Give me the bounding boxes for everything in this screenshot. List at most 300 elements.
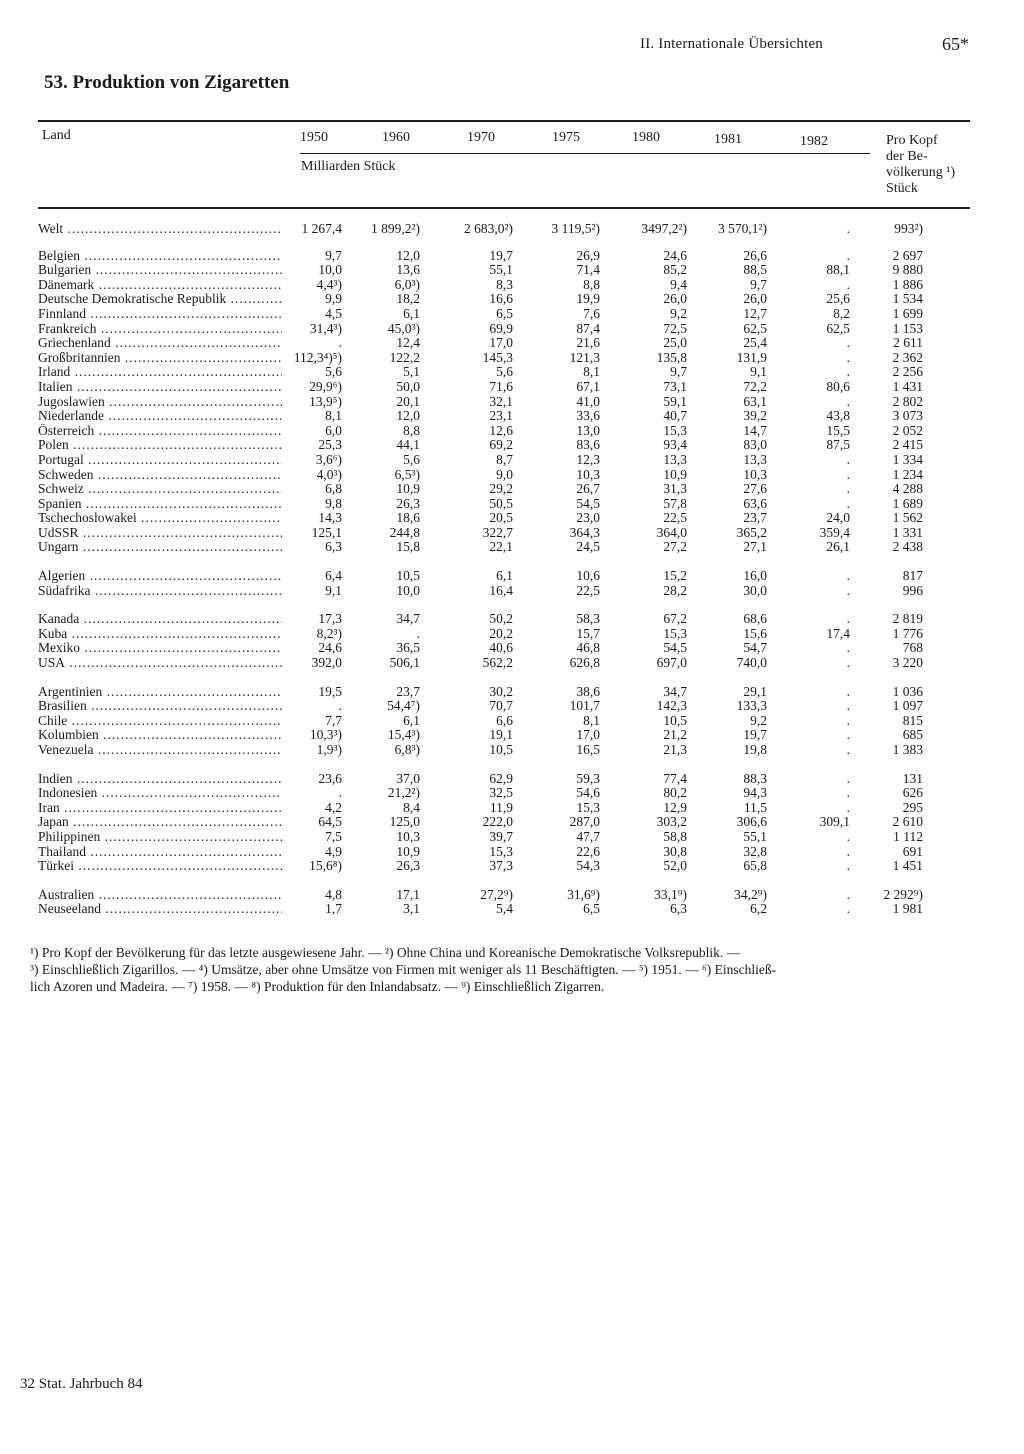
value-cell: 88,1 xyxy=(826,262,850,278)
header-year-1970: 1970 xyxy=(467,130,495,145)
country-name: Deutsche Demokratische Republik ..... xyxy=(38,292,282,307)
value-cell: 12,3 xyxy=(576,451,600,467)
value-cell: 19,8 xyxy=(743,742,767,757)
value-cell: 1,9³) xyxy=(316,742,342,757)
value-cell: 740,0 xyxy=(736,655,767,671)
country-name: Österreich ..... xyxy=(38,424,282,439)
country-name: Spanien ..... xyxy=(38,497,282,512)
country-name: Kolumbien ..... xyxy=(38,728,282,743)
country-name: Thailand ..... xyxy=(38,845,282,860)
value-cell: . xyxy=(846,481,850,497)
value-cell: 22,1 xyxy=(489,539,513,555)
value-cell: . xyxy=(846,247,850,263)
country-name: Niederlande ..... xyxy=(38,409,282,424)
group-spacer xyxy=(0,671,1024,685)
country-name: Kanada ..... xyxy=(38,612,282,627)
table-row xyxy=(0,497,1024,512)
table-row xyxy=(0,888,1024,903)
footnotes xyxy=(30,944,992,995)
value-cell: 50,5 xyxy=(489,495,513,511)
header-year-1975: 1975 xyxy=(552,130,580,145)
value-cell: 6,5³) xyxy=(394,466,420,482)
value-cell: 295 xyxy=(902,799,923,815)
value-cell: 2 256 xyxy=(892,364,923,380)
value-cell: 125,0 xyxy=(389,814,420,830)
value-cell: 85,2 xyxy=(663,262,687,278)
value-cell: 6,8³) xyxy=(394,742,420,757)
value-cell: 244,8 xyxy=(389,524,420,540)
country-name: Schweden ..... xyxy=(38,468,282,483)
value-cell: 29,1 xyxy=(743,683,767,699)
value-cell: 8,7 xyxy=(496,451,513,467)
value-cell: 4,9 xyxy=(325,843,342,859)
value-cell: 54,4⁷) xyxy=(387,698,420,714)
table-title: 53. Produktion von Zigaretten xyxy=(44,72,290,93)
value-cell: 26,3 xyxy=(396,495,420,511)
country-name: Chile ..... xyxy=(38,714,282,729)
value-cell: 59,1 xyxy=(663,393,687,409)
value-cell: 41,0 xyxy=(576,393,600,409)
value-cell: 10,0 xyxy=(396,582,420,598)
table-row xyxy=(0,540,1024,555)
value-cell: 145,3 xyxy=(482,349,513,365)
value-cell: 20,1 xyxy=(396,393,420,409)
value-cell: 10,5 xyxy=(396,568,420,584)
value-cell: 9,2 xyxy=(750,712,767,728)
value-cell: . xyxy=(846,770,850,786)
value-cell: 88,3 xyxy=(743,770,767,786)
value-cell: 15,3 xyxy=(663,625,687,641)
value-cell: 12,4 xyxy=(396,335,420,351)
value-cell: . xyxy=(338,335,342,351)
value-cell: 3 570,1²) xyxy=(717,221,767,236)
value-cell: 9,9 xyxy=(325,291,342,307)
value-cell: 50,2 xyxy=(489,611,513,627)
value-cell: 68,6 xyxy=(743,611,767,627)
value-cell: 5,6 xyxy=(403,451,420,467)
value-cell: 3,6⁶) xyxy=(315,451,342,467)
value-cell: 6,1 xyxy=(496,568,513,584)
group-spacer xyxy=(0,237,1024,249)
country-name: Iran ..... xyxy=(38,801,282,816)
value-cell: 15,3 xyxy=(576,799,600,815)
value-cell: 22,5 xyxy=(576,582,600,598)
value-cell: 54,5 xyxy=(663,640,687,656)
value-cell: 15,6⁸) xyxy=(309,858,342,874)
value-cell: 15,2 xyxy=(663,568,687,584)
value-cell: . xyxy=(416,625,420,641)
value-cell: 10,9 xyxy=(396,843,420,859)
value-cell: 54,3 xyxy=(576,858,600,874)
value-cell: 112,3⁴)⁵) xyxy=(293,349,342,365)
value-cell: 8,2³) xyxy=(316,625,342,641)
value-cell: 62,5 xyxy=(826,320,850,336)
value-cell: 59,3 xyxy=(576,770,600,786)
value-cell: 125,1 xyxy=(311,524,342,540)
value-cell: 1 383 xyxy=(892,742,923,757)
table-row xyxy=(0,511,1024,526)
value-cell: 11,5 xyxy=(743,799,767,815)
value-cell: 2 802 xyxy=(892,393,923,409)
value-cell: 71,6 xyxy=(489,378,513,394)
value-cell: . xyxy=(846,640,850,656)
value-cell: 13,9⁵) xyxy=(309,393,342,409)
table-row xyxy=(0,699,1024,714)
value-cell: 364,0 xyxy=(656,524,687,540)
value-cell: 691 xyxy=(902,843,923,859)
header-unit: Milliarden Stück xyxy=(301,159,396,174)
value-cell: 17,0 xyxy=(489,335,513,351)
header-year-1982: 1982 xyxy=(800,134,828,149)
value-cell: . xyxy=(846,683,850,699)
table-row xyxy=(0,569,1024,584)
value-cell: 131 xyxy=(902,770,923,786)
header-year-1981: 1981 xyxy=(714,132,742,147)
table-row xyxy=(0,409,1024,424)
group-spacer xyxy=(0,758,1024,772)
table-row xyxy=(0,786,1024,801)
value-cell: . xyxy=(846,742,850,757)
value-cell: . xyxy=(846,799,850,815)
value-cell: 309,1 xyxy=(819,814,850,830)
table-row xyxy=(0,263,1024,278)
value-cell: 23,7 xyxy=(396,683,420,699)
value-cell: 46,8 xyxy=(576,640,600,656)
table-row xyxy=(0,482,1024,497)
value-cell: 30,2 xyxy=(489,683,513,699)
country-name: Venezuela ..... xyxy=(38,743,282,758)
table-row xyxy=(0,365,1024,380)
value-cell: 31,4³) xyxy=(309,320,342,336)
table-row xyxy=(0,526,1024,541)
value-cell: 22,6 xyxy=(576,843,600,859)
table-row xyxy=(0,292,1024,307)
value-cell: 364,3 xyxy=(569,524,600,540)
country-name: Bulgarien ..... xyxy=(38,263,282,278)
country-name: Mexiko ..... xyxy=(38,641,282,656)
table-row xyxy=(0,307,1024,322)
value-cell: 9,7 xyxy=(325,247,342,263)
value-cell: 63,1 xyxy=(743,393,767,409)
value-cell: 12,0 xyxy=(396,247,420,263)
value-cell: . xyxy=(846,698,850,714)
value-cell: 6,8 xyxy=(325,481,342,497)
table-row xyxy=(0,584,1024,599)
value-cell: 18,2 xyxy=(396,291,420,307)
value-cell: 27,2⁹) xyxy=(480,886,513,902)
value-cell: 26,0 xyxy=(663,291,687,307)
value-cell: 57,8 xyxy=(663,495,687,511)
value-cell: 2 362 xyxy=(892,349,923,365)
value-cell: 1 689 xyxy=(892,495,923,511)
value-cell: 54,5 xyxy=(576,495,600,511)
table-row xyxy=(0,612,1024,627)
table-row xyxy=(0,801,1024,816)
value-cell: 222,0 xyxy=(482,814,513,830)
value-cell: . xyxy=(846,611,850,627)
table-row xyxy=(0,743,1024,758)
table-row xyxy=(0,322,1024,337)
value-cell: 815 xyxy=(902,712,923,728)
value-cell: 70,7 xyxy=(489,698,513,714)
value-cell: 71,4 xyxy=(576,262,600,278)
value-cell: 6,5 xyxy=(583,901,600,917)
value-cell: 2 052 xyxy=(892,422,923,438)
country-name: Welt ..... xyxy=(38,222,282,237)
value-cell: 12,0 xyxy=(396,408,420,424)
header-per-capita xyxy=(886,133,955,197)
value-cell: 4,0³) xyxy=(316,466,342,482)
footnote-line: lich Azoren und Madeira. — ⁷) 1958. — ⁸) Produktion für den Inlandabsatz. — ⁹) Einschließlich Zigarren. xyxy=(30,979,605,994)
value-cell: 94,3 xyxy=(743,785,767,801)
value-cell: 10,5 xyxy=(489,742,513,757)
value-cell: 30,8 xyxy=(663,843,687,859)
country-name: Indien ..... xyxy=(38,772,282,787)
value-cell: 768 xyxy=(902,640,923,656)
value-cell: 3497,2²) xyxy=(641,221,687,236)
value-cell: . xyxy=(846,335,850,351)
value-cell: 2 415 xyxy=(892,437,923,453)
value-cell: 2 611 xyxy=(893,335,923,351)
value-cell: . xyxy=(846,655,850,671)
country-name: Portugal ..... xyxy=(38,453,282,468)
value-cell: . xyxy=(338,698,342,714)
value-cell: 1 267,4 xyxy=(301,221,342,236)
value-cell: 10,3³) xyxy=(309,727,342,743)
value-cell: 13,6 xyxy=(396,262,420,278)
value-cell: 506,1 xyxy=(389,655,420,671)
country-name: Brasilien ..... xyxy=(38,699,282,714)
value-cell: 16,4 xyxy=(489,582,513,598)
value-cell: 4,4³) xyxy=(316,276,342,292)
value-cell: 122,2 xyxy=(389,349,420,365)
value-cell: 34,2⁹) xyxy=(734,886,767,902)
value-cell: 32,1 xyxy=(489,393,513,409)
value-cell: 14,7 xyxy=(743,422,767,438)
header-year-1960: 1960 xyxy=(382,130,410,145)
value-cell: 23,0 xyxy=(576,510,600,526)
value-cell: 38,6 xyxy=(576,683,600,699)
table-row xyxy=(0,627,1024,642)
value-cell: 7,6 xyxy=(583,305,600,321)
value-cell: 17,1 xyxy=(396,886,420,902)
value-cell: . xyxy=(338,785,342,801)
value-cell: 303,2 xyxy=(656,814,687,830)
table-row xyxy=(0,380,1024,395)
value-cell: 93,4 xyxy=(663,437,687,453)
data-table xyxy=(0,222,1024,917)
value-cell: 87,4 xyxy=(576,320,600,336)
value-cell: 1 112 xyxy=(893,828,923,844)
group-spacer xyxy=(0,874,1024,888)
value-cell: 31,3 xyxy=(663,481,687,497)
value-cell: 54,7 xyxy=(743,640,767,656)
value-cell: 15,8 xyxy=(396,539,420,555)
country-name: Schweiz ..... xyxy=(38,482,282,497)
value-cell: 19,1 xyxy=(489,727,513,743)
table-row xyxy=(0,222,1024,237)
value-cell: 58,8 xyxy=(663,828,687,844)
table-row xyxy=(0,772,1024,787)
value-cell: 1 451 xyxy=(892,858,923,874)
value-cell: 32,5 xyxy=(489,785,513,801)
value-cell: 4,8 xyxy=(325,886,342,902)
value-cell: 101,7 xyxy=(569,698,600,714)
value-cell: 626,8 xyxy=(569,655,600,671)
value-cell: 6,6 xyxy=(496,712,513,728)
value-cell: 21,6 xyxy=(576,335,600,351)
value-cell: 7,7 xyxy=(325,712,342,728)
value-cell: 9,7 xyxy=(750,276,767,292)
country-name: Neuseeland ..... xyxy=(38,902,282,917)
value-cell: 20,5 xyxy=(489,510,513,526)
value-cell: 5,4 xyxy=(496,901,513,917)
value-cell: 39,2 xyxy=(743,408,767,424)
value-cell: 13,3 xyxy=(663,451,687,467)
value-cell: 9,7 xyxy=(670,364,687,380)
value-cell: . xyxy=(846,466,850,482)
country-name: Ungarn ..... xyxy=(38,540,282,555)
value-cell: 2 292⁹) xyxy=(883,886,923,902)
value-cell: 64,5 xyxy=(318,814,342,830)
table-row xyxy=(0,438,1024,453)
value-cell: 12,9 xyxy=(663,799,687,815)
value-cell: . xyxy=(846,393,850,409)
table-row xyxy=(0,902,1024,917)
value-cell: 24,6 xyxy=(663,247,687,263)
value-cell: 17,3 xyxy=(318,611,342,627)
value-cell: 4,2 xyxy=(325,799,342,815)
value-cell: 73,1 xyxy=(663,378,687,394)
value-cell: 4,5 xyxy=(325,305,342,321)
value-cell: 9,1 xyxy=(325,582,342,598)
value-cell: . xyxy=(846,886,850,902)
value-cell: 24,0 xyxy=(826,510,850,526)
value-cell: 69,2 xyxy=(489,437,513,453)
country-name: Frankreich ..... xyxy=(38,322,282,337)
value-cell: 5,1 xyxy=(403,364,420,380)
value-cell: 9,2 xyxy=(670,305,687,321)
running-head: II. Internationale Übersichten xyxy=(640,36,824,52)
value-cell: 287,0 xyxy=(569,814,600,830)
value-cell: 6,5 xyxy=(496,305,513,321)
value-cell: . xyxy=(846,451,850,467)
value-cell: . xyxy=(846,568,850,584)
country-name: Finnland ..... xyxy=(38,307,282,322)
value-cell: 322,7 xyxy=(482,524,513,540)
value-cell: 1 431 xyxy=(892,378,923,394)
value-cell: 14,3 xyxy=(318,510,342,526)
value-cell: 3 073 xyxy=(892,408,923,424)
value-cell: 19,9 xyxy=(576,291,600,307)
value-cell: 87,5 xyxy=(826,437,850,453)
value-cell: 19,7 xyxy=(743,727,767,743)
value-cell: 2 438 xyxy=(892,539,923,555)
value-cell: 6,3 xyxy=(670,901,687,917)
value-cell: . xyxy=(846,276,850,292)
value-cell: 72,5 xyxy=(663,320,687,336)
value-cell: 8,1 xyxy=(583,712,600,728)
value-cell: 8,3 xyxy=(496,276,513,292)
value-cell: 10,3 xyxy=(743,466,767,482)
value-cell: 9,0 xyxy=(496,466,513,482)
value-cell: 1 331 xyxy=(892,524,923,540)
value-cell: 13,0 xyxy=(576,422,600,438)
value-cell: 7,5 xyxy=(325,828,342,844)
value-cell: 1,7 xyxy=(325,901,342,917)
value-cell: . xyxy=(846,785,850,801)
country-name: Belgien ..... xyxy=(38,249,282,264)
value-cell: 13,3 xyxy=(743,451,767,467)
group-spacer xyxy=(0,555,1024,569)
value-cell: 26,9 xyxy=(576,247,600,263)
value-cell: 25,3 xyxy=(318,437,342,453)
country-name: Südafrika ..... xyxy=(38,584,282,599)
value-cell: 121,3 xyxy=(569,349,600,365)
value-cell: 1 562 xyxy=(892,510,923,526)
value-cell: 17,0 xyxy=(576,727,600,743)
value-cell: 62,5 xyxy=(743,320,767,336)
value-cell: 3 220 xyxy=(892,655,923,671)
value-cell: 392,0 xyxy=(311,655,342,671)
value-cell: . xyxy=(846,221,850,236)
value-cell: 2 697 xyxy=(892,247,923,263)
value-cell: 6,3 xyxy=(325,539,342,555)
value-cell: 10,3 xyxy=(576,466,600,482)
value-cell: 8,4 xyxy=(403,799,420,815)
value-cell: 8,8 xyxy=(403,422,420,438)
value-cell: 37,0 xyxy=(396,770,420,786)
value-cell: . xyxy=(846,364,850,380)
value-cell: 44,1 xyxy=(396,437,420,453)
table-row xyxy=(0,249,1024,264)
value-cell: 11,9 xyxy=(489,799,513,815)
value-cell: 15,5 xyxy=(826,422,850,438)
value-cell: 359,4 xyxy=(819,524,850,540)
value-cell: 15,7 xyxy=(576,625,600,641)
group-spacer xyxy=(0,598,1024,612)
value-cell: 10,9 xyxy=(396,481,420,497)
value-cell: 21,2²) xyxy=(387,785,420,801)
value-cell: 15,3 xyxy=(489,843,513,859)
value-cell: 33,1⁹) xyxy=(654,886,687,902)
table-row xyxy=(0,845,1024,860)
value-cell: 62,9 xyxy=(489,770,513,786)
value-cell: 15,6 xyxy=(743,625,767,641)
value-cell: 6,2 xyxy=(750,901,767,917)
footnote-line: ³) Einschließlich Zigarillos. — ⁴) Umsätze, aber ohne Umsätze von Firmen mit weniger als 11 Beschäftigten. — ⁵) 1951. — ⁶) Einschließ- xyxy=(30,962,777,977)
value-cell: 29,2 xyxy=(489,481,513,497)
value-cell: 88,5 xyxy=(743,262,767,278)
value-cell: 9,8 xyxy=(325,495,342,511)
country-name: Indonesien ..... xyxy=(38,786,282,801)
value-cell: . xyxy=(846,582,850,598)
value-cell: . xyxy=(846,712,850,728)
value-cell: 55,1 xyxy=(489,262,513,278)
value-cell: 27,1 xyxy=(743,539,767,555)
value-cell: 8,1 xyxy=(583,364,600,380)
value-cell: 16,0 xyxy=(743,568,767,584)
value-cell: 1 886 xyxy=(892,276,923,292)
value-cell: 22,5 xyxy=(663,510,687,526)
value-cell: 2 683,0²) xyxy=(463,221,513,236)
value-cell: 72,2 xyxy=(743,378,767,394)
header-year-1950: 1950 xyxy=(300,130,328,145)
value-cell: 562,2 xyxy=(482,655,513,671)
value-cell: 6,0 xyxy=(325,422,342,438)
value-cell: 9,1 xyxy=(750,364,767,380)
value-cell: 29,9⁶) xyxy=(309,378,342,394)
